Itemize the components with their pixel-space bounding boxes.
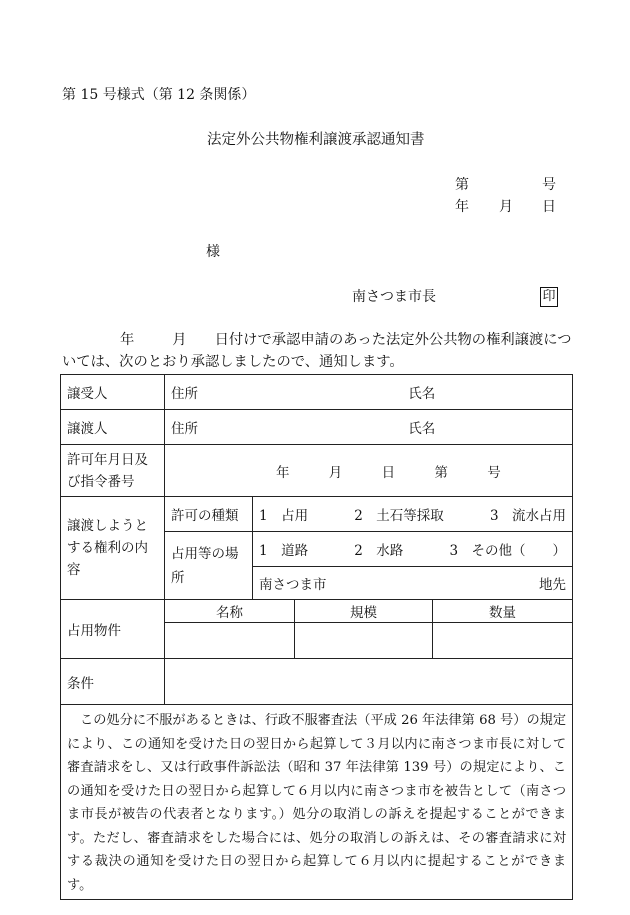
seal-mark [540, 287, 558, 307]
place-location [253, 567, 573, 600]
objects-scale-cell [295, 623, 433, 659]
objects-qty-cell [433, 623, 573, 659]
row-assignee [61, 375, 573, 410]
place-label: 占用等の場所 [165, 532, 253, 600]
place-option-3: 3 その他（ ） [449, 543, 567, 559]
kind-label: 許可の種類 [165, 497, 253, 532]
assignee-name-label: 氏名 [408, 386, 436, 402]
place-options [253, 532, 573, 567]
assignee-fields [165, 375, 573, 410]
objects-col-qty: 数量 [433, 600, 573, 623]
assignor-fields [165, 410, 573, 445]
objects-label: 占用物件 [61, 600, 165, 659]
addressee-suffix: 様 [206, 244, 220, 260]
row-notice [61, 705, 573, 900]
notice-body: この処分に不服があるときは、行政不服審査法（平成 26 年法律第 68 号）の規定により、この通知を受けた日の翌日から起算して３月以内に南さつま市長に対して審査請求をし、又は行政事件訴訟法（昭和 37 年法律第 139 号）の規定により、この通知を受けた日の翌日から起算して６月以内に南さつま市を被告として（南さつま市長が被告の代表者となります。）処分の取消しの訴えを提起することができます。ただし、審査請求をした場合には、処分の取消しの訴えは、その審査請求に対する裁決の通知を受けた日の翌日から起算して６月以内に提起することができます。 [67, 713, 567, 893]
row-permit [61, 445, 573, 497]
place-city: 南さつま市 [259, 577, 327, 593]
objects-col-scale: 規模 [295, 600, 433, 623]
conditions-cell [165, 659, 573, 705]
intro-year: 年 [120, 332, 135, 348]
kind-options [253, 497, 573, 532]
intro-month: 月 [172, 332, 187, 348]
seal-label: 印 [540, 287, 558, 307]
kind-options-row [259, 504, 566, 524]
permit-year: 年 [276, 464, 290, 481]
place-option-1: 1 道路 [259, 543, 309, 559]
permit-dai: 第 [434, 464, 448, 481]
application-table [60, 374, 573, 900]
kind-option-3: 3 流水占用 [489, 508, 567, 524]
row-conditions [61, 659, 573, 705]
date-year: 年 [455, 199, 469, 215]
notice-text [61, 705, 573, 900]
place-location-row [259, 573, 566, 593]
objects-col-name: 名称 [165, 600, 295, 623]
form-number: 第 15 号様式（第 12 条関係） [62, 87, 256, 103]
place-options-row [259, 539, 566, 559]
intro-paragraph [62, 329, 574, 373]
conditions-label: 条件 [61, 659, 165, 705]
date-day: 日 [542, 199, 556, 215]
permit-day: 日 [381, 464, 396, 481]
permit-date-number [165, 445, 573, 497]
kind-option-2: 2 土石等採取 [354, 508, 444, 524]
assignor-label: 譲渡人 [61, 410, 165, 445]
permit-label: 許可年月日及び指令番号 [61, 445, 165, 497]
doc-number-go: 号 [542, 177, 556, 193]
document-title: 法定外公共物権利譲渡承認通知書 [207, 132, 425, 148]
assignor-address-label: 住所 [171, 421, 198, 437]
permit-go: 号 [487, 464, 501, 481]
place-chisaki: 地先 [539, 577, 567, 593]
kind-option-1: 1 占用 [259, 508, 309, 524]
intro-text: 日付けで承認申請のあった法定外公共物の権利譲渡については、次のとおり承認しましたので、通知します。 [62, 332, 572, 370]
objects-name-cell [165, 623, 295, 659]
place-option-2: 2 水路 [354, 543, 404, 559]
issuer-name: 南さつま市長 [352, 289, 436, 305]
row-objects-header [61, 600, 573, 623]
row-assignor [61, 410, 573, 445]
assignee-label: 譲受人 [61, 375, 165, 410]
doc-number-dai: 第 [455, 177, 469, 193]
date-month: 月 [499, 199, 513, 215]
permit-month: 月 [328, 464, 343, 481]
rights-label: 譲渡しようとする権利の内容 [61, 497, 165, 600]
assignor-name-label: 氏名 [408, 421, 436, 437]
row-permit-kind [61, 497, 573, 532]
assignee-address-label: 住所 [171, 386, 198, 402]
